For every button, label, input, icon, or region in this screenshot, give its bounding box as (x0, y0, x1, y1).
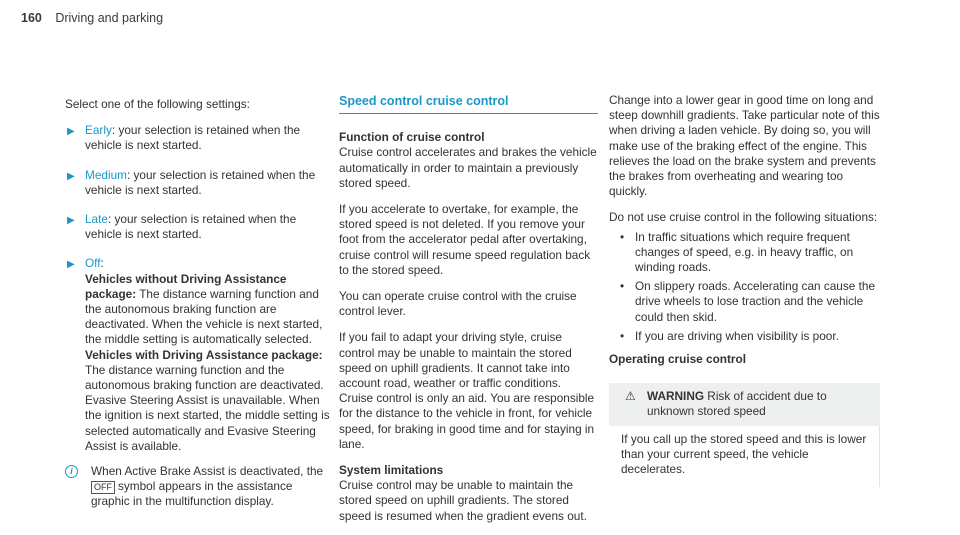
limits-text: Cruise control may be unable to maintain the stored speed on uphill gradients. The stored speed is resumed when the gradient evens out. (339, 478, 587, 523)
bullet-text: If you are driving when visibility is poor. (635, 328, 839, 343)
option-name: Early (85, 123, 112, 138)
paragraph-overtake: If you accelerate to overtake, for example, the stored speed is not deleted. If you remove your foot from the accelerator pedal after overtaking, cruise control will resume speed regulation back to the stored speed. (339, 202, 591, 277)
settings-intro: Select one of the following settings: (65, 97, 250, 111)
warning-body-wrap (609, 426, 880, 488)
function-text: Cruise control accelerates and brakes the vehicle automatically in order to maintain a previously stored speed. (339, 145, 597, 190)
list-item (609, 230, 880, 276)
warning-box (609, 383, 880, 487)
bullet-icon: • (620, 279, 625, 294)
warning-label: WARNING (647, 389, 705, 404)
list-item (609, 329, 880, 344)
paragraph-situations: Do not use cruise control in the following situations: (609, 210, 878, 225)
off-head-with: Vehicles with Driving Assistance package: (85, 347, 323, 362)
off-text-without: The distance warning function and the autonomous braking function are deactivated. When the vehicle is next started, the middle setting is automatically selected. (85, 286, 323, 347)
option-colon: : (100, 256, 104, 271)
paragraph-responsibility: If you fail to adapt your driving style, cruise control may be unable to maintain the stored speed on uphill gradients. It cannot take into account road, weather or traffic conditions. Cruise control is only an aid. You are responsible for the distance to the vehicle in front, for vehicle speed, for braking in good time and for staying in lane. (339, 330, 595, 451)
note-before: When Active Brake Assist is deactivated, the (91, 464, 324, 479)
arrow-icon: ▶ (67, 215, 75, 227)
arrow-icon: ▶ (67, 126, 75, 138)
column-right (609, 93, 880, 487)
paragraph-downhill: Change into a lower gear in good time on long and steep downhill gradients. Take particular note of this when driving a laden vehicle. By doing so, you will make use of the braking effect of the engine. This relieves the load on the brake system and prevents the brakes from overheating and wearing too quickly. (609, 93, 880, 199)
off-text-with: The distance warning function and the autonomous braking function are deactivated. Evasive Steering Assist is unavailable. When the ignition is next started, the middle setting is selected automatically and Evasive Steering Assist is available. (85, 362, 330, 453)
option-late (65, 212, 333, 242)
section-title: Driving and parking (55, 11, 164, 25)
option-text: : your selection is retained when the vehicle is next started. (85, 167, 316, 197)
operating-heading: Operating cruise control (609, 352, 747, 367)
column-middle (339, 94, 598, 535)
note-after: symbol appears in the assistance graphic in the multifunction display. (91, 479, 293, 509)
option-text: : your selection is retained when the vehicle is next started. (85, 123, 301, 153)
warning-body: If you call up the stored speed and this is lower than your current speed, the vehicle decelerates. (621, 431, 867, 477)
paragraph-lever: You can operate cruise control with the cruise control lever. (339, 289, 577, 319)
section-heading: Speed control cruise control (339, 94, 598, 114)
list-item (609, 279, 880, 325)
page-header (21, 11, 163, 25)
page-number: 160 (21, 11, 42, 25)
info-icon: i (65, 465, 78, 478)
option-name: Off (85, 256, 101, 271)
abs-off-symbol-icon: OFF (91, 481, 115, 494)
warning-header (621, 389, 870, 419)
option-off (65, 256, 333, 454)
warning-title: Risk of accident due to unknown stored speed (647, 389, 827, 419)
bullet-text: In traffic situations which require frequent changes of speed, e.g. in heavy traffic, on winding roads. (635, 229, 854, 275)
function-heading: Function of cruise control (339, 130, 485, 145)
arrow-icon: ▶ (67, 259, 75, 271)
bullet-icon: • (620, 229, 625, 244)
bullet-text: On slippery roads. Accelerating can cause the drive wheels to lose traction and the vehicle could then skid. (635, 279, 876, 324)
warning-triangle-icon: ⚠ (625, 389, 636, 404)
option-text: : your selection is retained when the vehicle is next started. (85, 212, 297, 242)
option-medium (65, 168, 333, 198)
limits-heading: System limitations (339, 463, 444, 478)
info-note (65, 464, 333, 510)
option-name: Late (85, 212, 108, 227)
column-left (65, 97, 333, 510)
option-early (65, 123, 333, 153)
bullet-icon: • (620, 328, 625, 343)
arrow-icon: ▶ (67, 170, 75, 182)
option-name: Medium (85, 167, 127, 182)
off-head-without: Vehicles without Driving Assistance package: (85, 271, 287, 301)
